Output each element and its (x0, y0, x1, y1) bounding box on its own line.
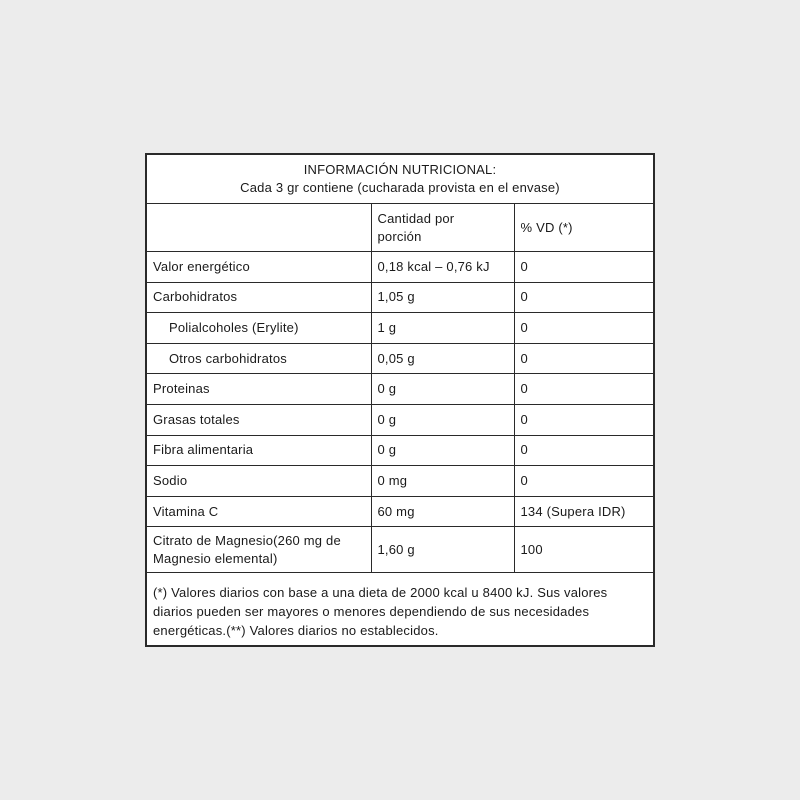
nutrient-amount: 0 mg (371, 466, 514, 497)
table-row (147, 374, 653, 405)
table-row (147, 496, 653, 527)
header-amount-line1: Cantidad por (377, 210, 455, 226)
nutrition-label (145, 153, 655, 647)
footnote: (*) Valores diarios con base a una dieta de 2000 kcal u 8400 kJ. Sus valores diarios pueden ser mayores o menores dependiendo de sus necesidades energéticas.(**) Valores diarios no establecidos. (147, 573, 653, 650)
nutrient-name: Grasas totales (147, 404, 371, 435)
nutrient-amount: 1 g (371, 313, 514, 344)
nutrient-amount: 0 g (371, 435, 514, 466)
table-subtitle: Cada 3 gr contiene (cucharada provista en el envase) (240, 180, 560, 195)
nutrient-vd: 0 (514, 343, 653, 374)
nutrient-name: Proteinas (147, 374, 371, 405)
nutrient-vd: 0 (514, 435, 653, 466)
nutrient-amount: 0 g (371, 404, 514, 435)
nutrient-name-line2: Magnesio elemental) (153, 550, 278, 566)
nutrient-vd: 134 (Supera IDR) (514, 496, 653, 527)
nutrient-vd: 0 (514, 252, 653, 283)
nutrient-amount: 60 mg (371, 496, 514, 527)
table-title: INFORMACIÓN NUTRICIONAL: (303, 162, 497, 177)
table-row (147, 404, 653, 435)
nutrient-amount: 1,05 g (371, 282, 514, 313)
table-row (147, 435, 653, 466)
header-row (147, 204, 653, 252)
nutrient-vd: 0 (514, 282, 653, 313)
nutrient-name-line1: Citrato de Magnesio(260 mg de (153, 532, 341, 548)
nutrient-vd: 0 (514, 404, 653, 435)
table-row (147, 313, 653, 344)
table-row (147, 343, 653, 374)
table-row (147, 466, 653, 497)
nutrient-vd: 0 (514, 466, 653, 497)
footnote-row (147, 573, 653, 650)
nutrient-name: Otros carbohidratos (147, 343, 371, 374)
nutrient-vd: 100 (514, 527, 653, 573)
nutrient-name: Vitamina C (147, 496, 371, 527)
title-row (147, 155, 653, 204)
nutrient-vd: 0 (514, 374, 653, 405)
nutrient-name: Fibra alimentaria (147, 435, 371, 466)
nutrient-name: Sodio (147, 466, 371, 497)
nutrient-name: Polialcoholes (Erylite) (147, 313, 371, 344)
header-amount-line2: porción (377, 228, 422, 244)
header-amount (371, 204, 514, 252)
nutrient-amount: 0,18 kcal – 0,76 kJ (371, 252, 514, 283)
nutrient-amount: 1,60 g (371, 527, 514, 573)
table-row (147, 252, 653, 283)
table-title-cell (147, 155, 653, 204)
nutrient-name: Valor energético (147, 252, 371, 283)
nutrient-name (147, 527, 371, 573)
table-row (147, 527, 653, 573)
header-vd: % VD (*) (514, 204, 653, 252)
nutrient-amount: 0,05 g (371, 343, 514, 374)
nutrition-table (147, 155, 653, 649)
nutrient-name: Carbohidratos (147, 282, 371, 313)
table-row (147, 282, 653, 313)
nutrient-vd: 0 (514, 313, 653, 344)
nutrient-amount: 0 g (371, 374, 514, 405)
header-nutrient (147, 204, 371, 252)
